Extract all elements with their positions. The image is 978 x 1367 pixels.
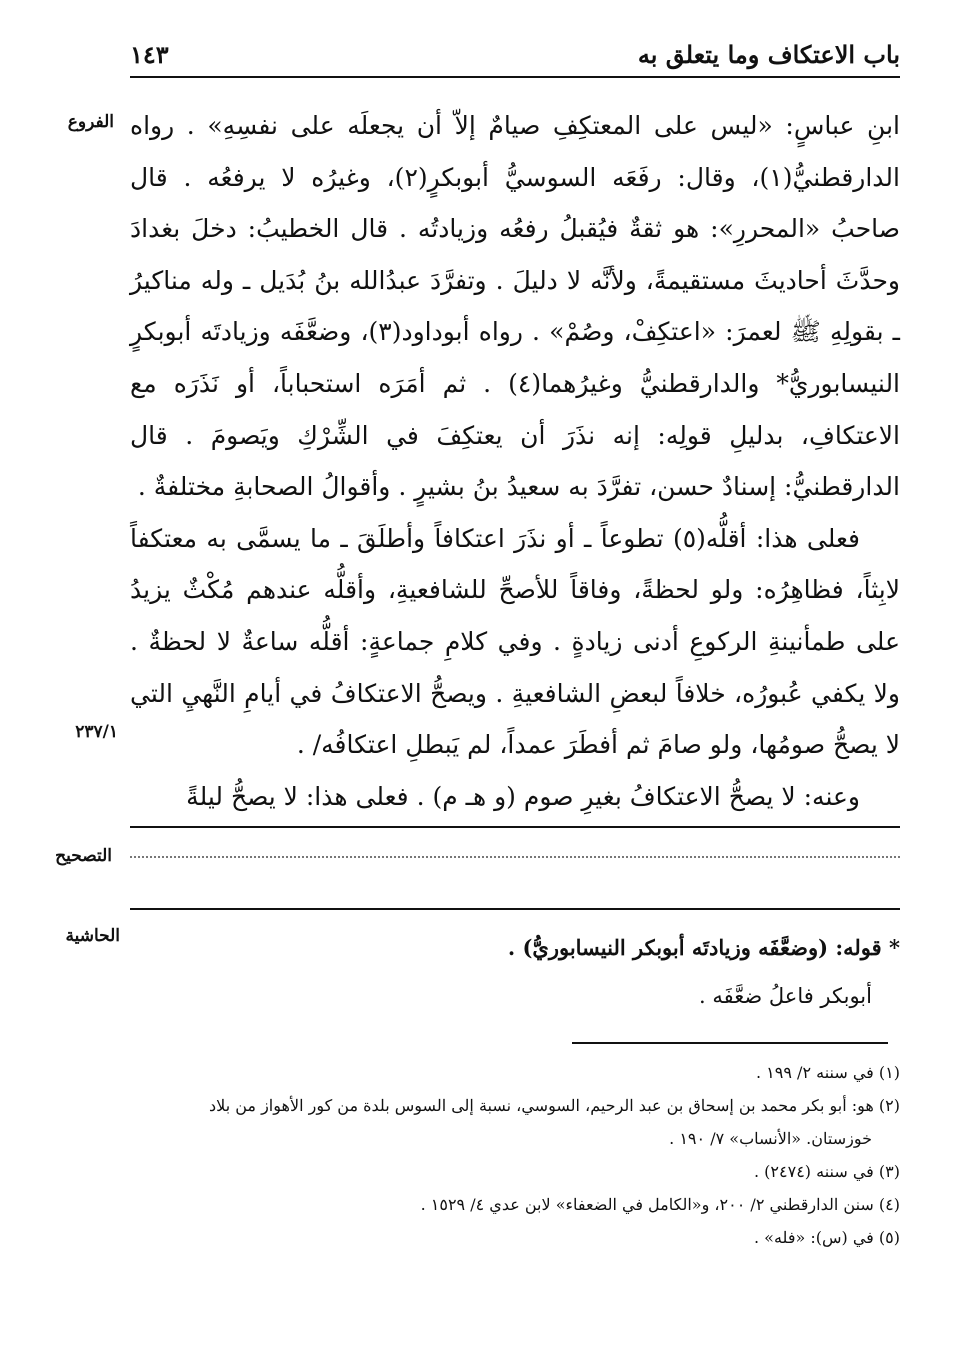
side-label-hashiya: الحاشية — [65, 926, 120, 946]
hashiya-divider — [130, 908, 900, 910]
page-number: ١٤٣ — [130, 40, 169, 69]
correction-divider — [130, 826, 900, 828]
footnote-5: (٥) في (س): «فله» . — [753, 1228, 900, 1247]
side-label-volume-page: ٢٣٧/١ — [75, 722, 118, 742]
hashiya-section — [130, 928, 900, 1016]
footnote-1: (١) في سننه ٢/ ١٩٩ . — [756, 1063, 900, 1082]
hashiya-line-1: * قوله: (وضعَّفَه وزيادتَه أبوبكر النيسابوريُّ) . — [507, 935, 900, 960]
chapter-title: باب الاعتكاف وما يتعلق به — [637, 40, 900, 69]
footnote-2: (٢) هو: أبو بكر محمد بن إسحاق بن عبد الرحيم، السوسي، نسبة إلى السوس بلدة من كور الأهواز من بلاد — [209, 1096, 900, 1115]
header-divider — [130, 76, 900, 78]
footnote-4: (٤) سنن الدارقطني ٢/ ٢٠٠، و«الكامل في الضعفاء» لابن عدي ٤/ ١٥٢٩ . — [420, 1195, 900, 1214]
side-label-furu: الفروع — [67, 112, 114, 132]
page-header — [130, 38, 900, 74]
correction-dotted-line — [130, 856, 900, 858]
footnotes — [130, 1056, 900, 1254]
paragraph-2: فعلى هذا: أقلُّه(٥) تطوعاً ـ أو نذَرَ اعتكافاً وأطلَقَ ـ ما يسمَّى به معتكفاً لابِثاً، فظاهِرُه: ولو لحظةً، وفاقاً للأصحِّ للشافعيةِ، وأقلُّه عندهم مُكْثٌ يزيدُ على طمأنينةِ الركوعِ أدنى زيادةٍ . وفي كلامِ جماعةٍ: أقلُّه ساعةٌ لا لحظةٌ . ولا يكفي عُبورُه، خلافاً لبعضِ الشافعيةِ . ويصحُّ الاعتكافُ في أيامِ النَّهيِ التي لا يصحُّ صومُها، ولو صامَ ثم أفطَرَ عمداً، لم يَبطلِ اعتكافُه/ . — [130, 523, 900, 760]
side-label-tashih: التصحيح — [55, 846, 112, 866]
paragraph-1: ابنِ عباسٍ: «ليس على المعتكِفِ صيامٌ إلاّ أن يجعلَه على نفسِهِ» . رواه الدارقطنيُّ(١)، وقال: رفَعَه السوسيُّ أبوبكرٍ(٢)، وغيرُه لا يرفعُه . قال صاحبُ «المحررِ»: هو ثقةٌ فيُقبلُ رفعُه وزيادتُه . قال الخطيبُ: دخلَ بغدادَ وحدَّثَ أحاديثَ مستقيمةً، ولأنَّه لا دليلَ . وتفرَّدَ عبدُالله بنُ بُدَيل ـ وله مناكيرُ ـ بقولِهِ ﷺ لعمرَ: «اعتكِفْ، وصُمْ» . رواه أبوداود(٣)، وضعَّفَه وزيادتَه أبوبكرٍ النيسابوريُّ* والدارقطنيُّ وغيرُهما(٤) . ثم أمَرَه استحباباً، أو نَذَرَه مع الاعتكافِ، بدليلِ قولِه: إنه نذَرَ أن يعتكِفَ في الشِّرْكِ ويَصومَ . قال الدارقطنيُّ: إسنادٌ حسن، تفرَّدَ به سعيدُ بنُ بشيرٍ . وأقوالُ الصحابةِ مختلفةٌ . — [130, 111, 901, 502]
footnote-divider — [572, 1042, 888, 1044]
paragraph-3: وعنه: لا يصحُّ الاعتكافُ بغيرِ صوم (و هـ م) . فعلى هذا: لا يصحُّ ليلةً — [186, 781, 860, 811]
footnote-3: (٣) في سننه (٢٤٧٤) . — [753, 1162, 900, 1181]
footnote-2-continued: خوزستان. «الأنساب» ٧/ ١٩٠ . — [669, 1129, 872, 1148]
hashiya-line-2: أبوبكر فاعلُ ضعَّفَه . — [699, 984, 872, 1008]
main-text — [130, 100, 900, 822]
